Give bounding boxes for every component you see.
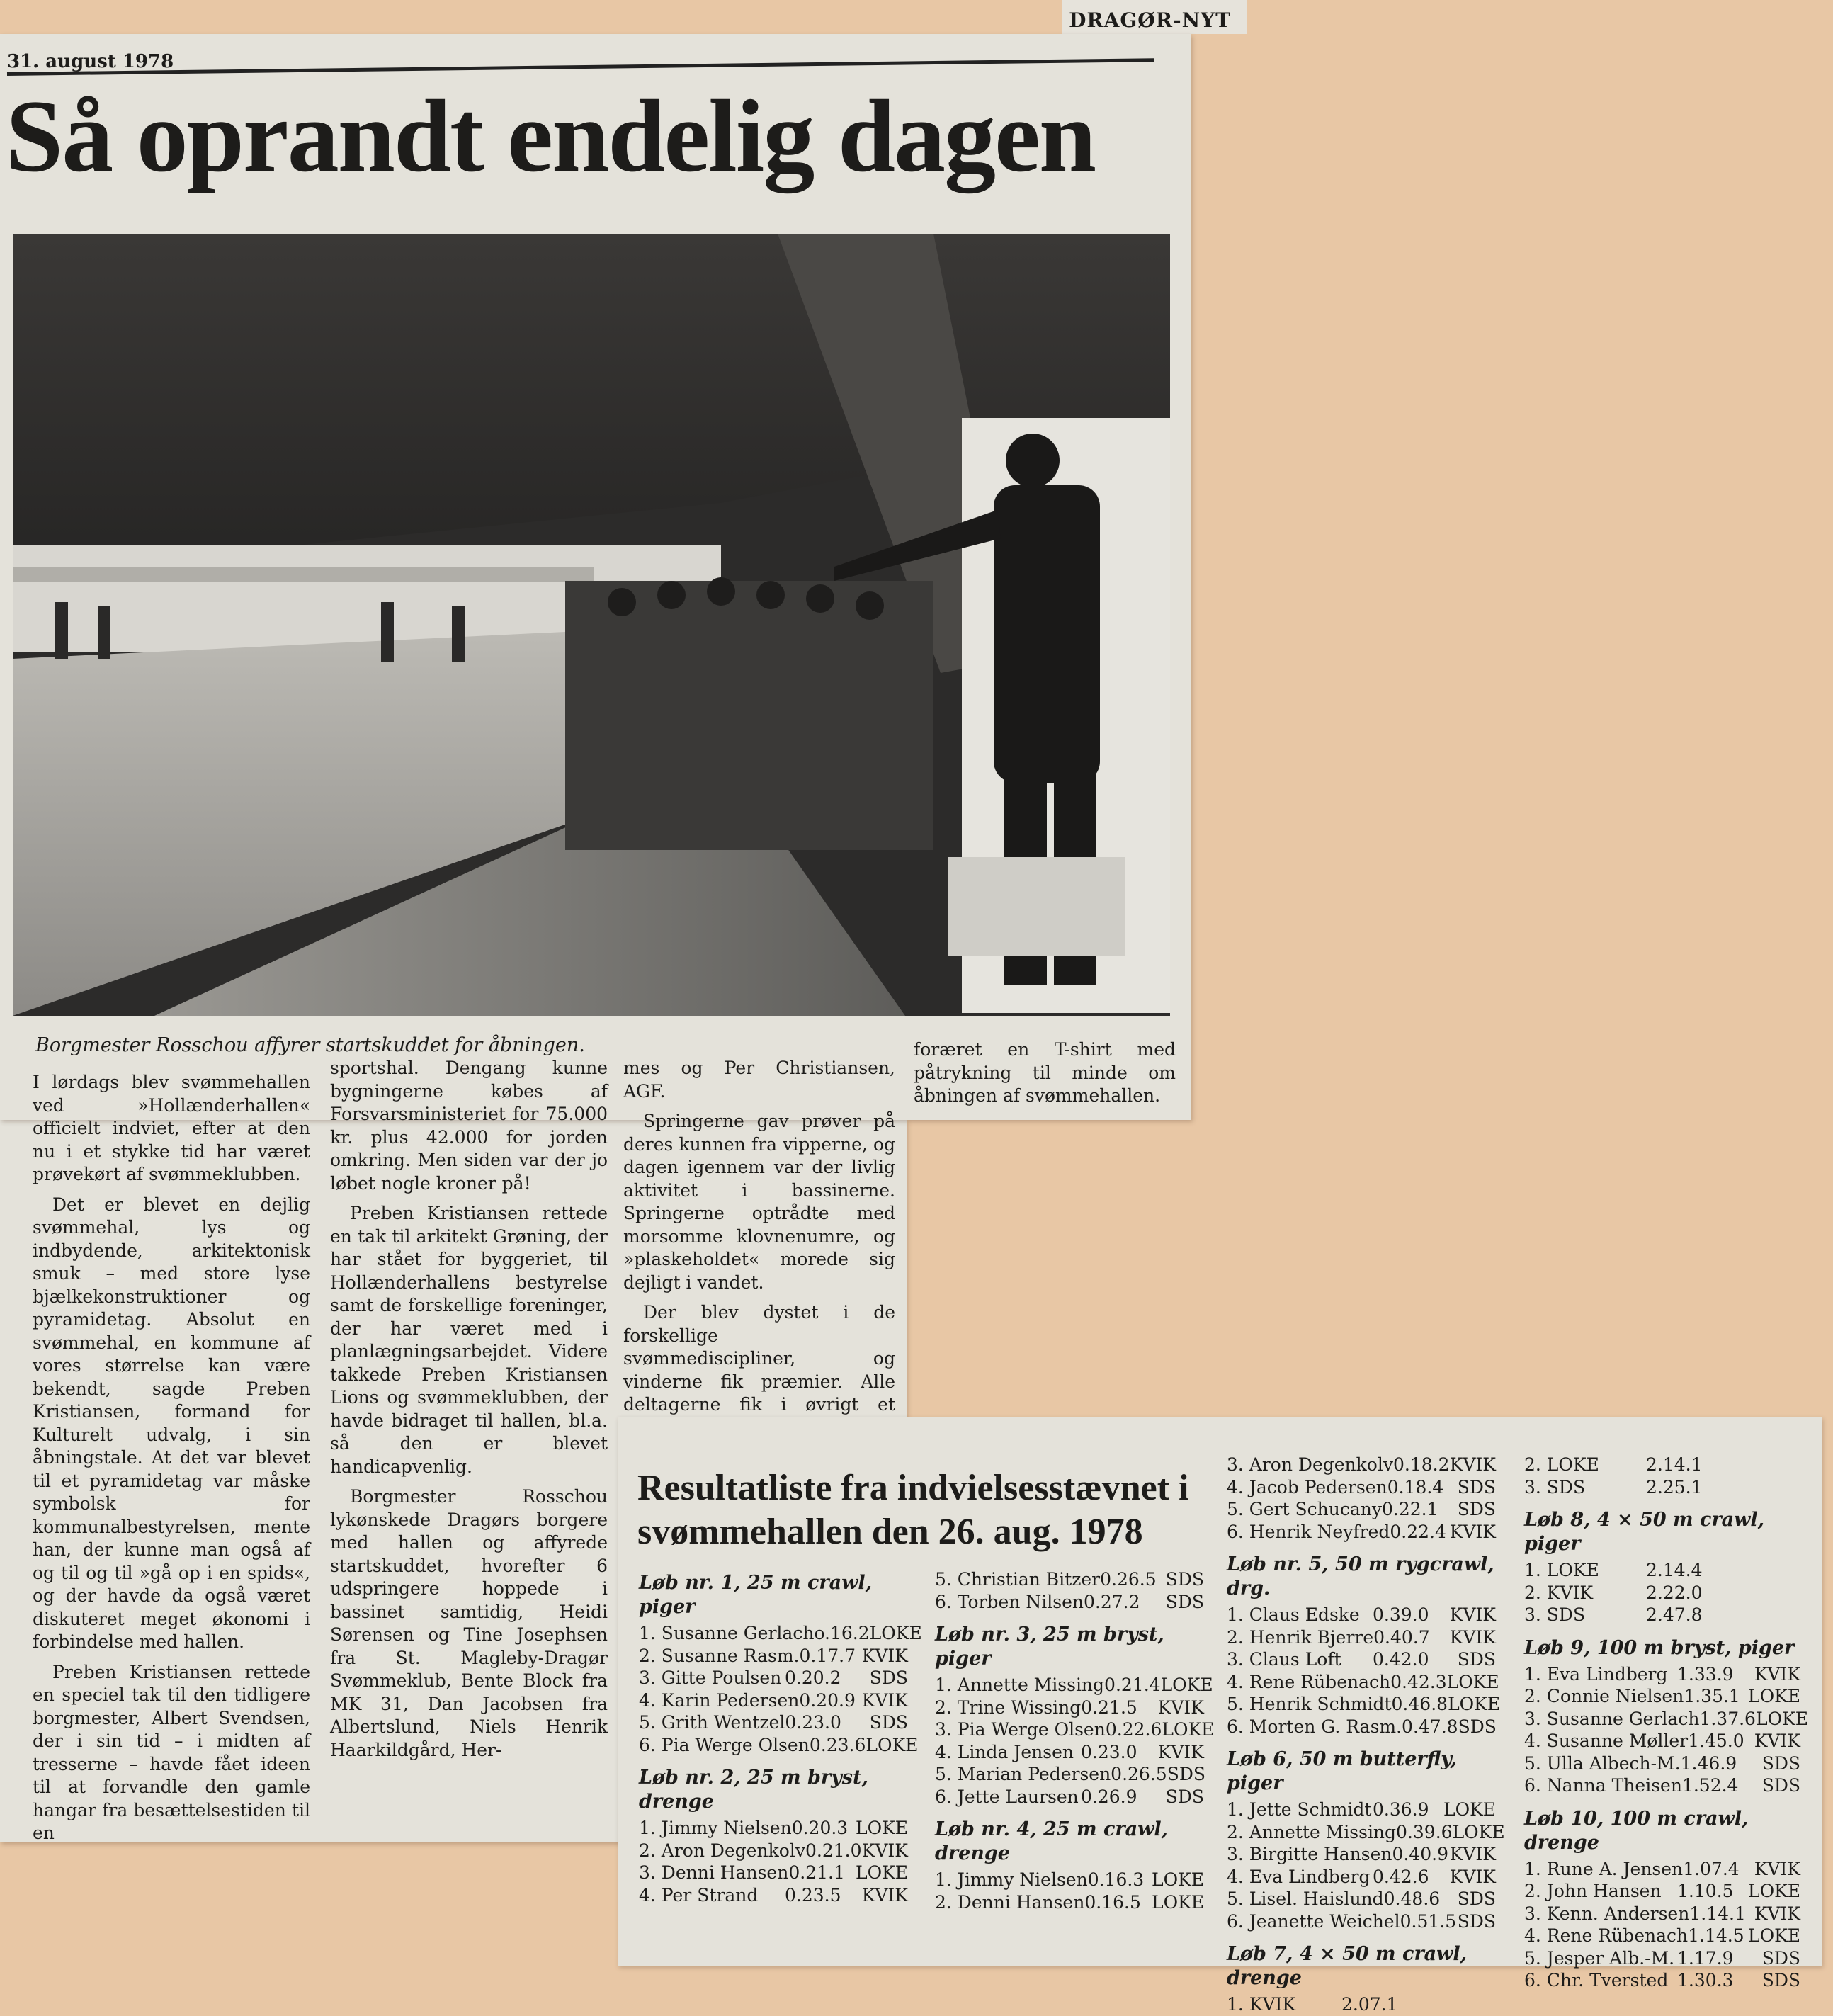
result-time: 1.14.1 xyxy=(1689,1903,1746,1924)
result-row xyxy=(1227,1454,1496,1476)
result-name: 5. Jesper Alb.-M. xyxy=(1524,1947,1675,1969)
result-time: 1.10.5 xyxy=(1677,1881,1734,1901)
result-time: 0.22.1 xyxy=(1381,1499,1438,1519)
result-name: 3. Pia Werge Olsen xyxy=(935,1719,1106,1740)
result-name: 6. Henrik Neyfred xyxy=(1227,1521,1390,1542)
result-row xyxy=(935,1718,1215,1741)
race-heading: Løb nr. 2, 25 m bryst, drenge xyxy=(639,1767,868,1813)
result-club: SDS xyxy=(1761,1970,1800,1990)
result-time: 0.39.6 xyxy=(1396,1821,1453,1842)
result-row xyxy=(935,1568,1204,1591)
result-row xyxy=(1524,1969,1800,1992)
result-row xyxy=(1227,1476,1496,1499)
result-time: 0.20.3 xyxy=(791,1818,849,1838)
result-row xyxy=(1227,1521,1496,1544)
result-name: 4. Rene Rübenach xyxy=(1524,1925,1689,1946)
result-club: KVIK xyxy=(1449,1866,1496,1887)
result-name: 1. Susanne Gerlach xyxy=(639,1623,815,1643)
result-row xyxy=(639,1817,908,1840)
result-row xyxy=(1227,1866,1496,1888)
result-time: 2.25.1 xyxy=(1646,1476,1703,1497)
race-heading: Løb nr. 5, 50 m rygcrawl, drg. xyxy=(1227,1553,1494,1599)
result-club: LOKE xyxy=(1446,1671,1499,1692)
result-name: 1. Claus Edske xyxy=(1227,1604,1360,1625)
result-row xyxy=(1524,1454,1800,1476)
result-club: LOKE xyxy=(1755,1708,1808,1729)
result-row xyxy=(1524,1730,1800,1752)
result-row xyxy=(935,1591,1204,1614)
result-name: 2. Connie Nielsen xyxy=(1524,1686,1684,1706)
result-time: 0.16.3 xyxy=(1087,1869,1145,1890)
result-name: 3. Susanne Gerlach xyxy=(1524,1708,1700,1729)
result-club: KVIK xyxy=(1157,1697,1204,1718)
result-time: 1.52.4 xyxy=(1681,1775,1739,1796)
result-club: SDS xyxy=(1165,1786,1204,1807)
result-time: 0.42.6 xyxy=(1373,1866,1429,1887)
result-name: 6. Morten G. Rasm. xyxy=(1227,1716,1402,1737)
result-club: LOKE xyxy=(1151,1891,1204,1913)
article-column-1 xyxy=(33,1071,310,1852)
paragraph: Springerne gav prøver på deres kunnen fra vipperne, og dagen igennem var der livlig aktivitet i bassinerne. Springerne optrådte med morsomme klovnenumre, og »plaskeholdet« morede sig dejligt i vandet. xyxy=(623,1111,895,1293)
result-row xyxy=(935,1763,1204,1786)
result-time: 0.21.0 xyxy=(805,1840,862,1861)
results-title: Resultatliste fra indvielsesstævnet i svømmehallen den 26. aug. 1978 xyxy=(637,1468,1189,1552)
result-name: 3. Claus Loft xyxy=(1227,1649,1341,1670)
article-column-3 xyxy=(623,1057,895,1470)
result-club xyxy=(1745,1559,1800,1582)
result-name: 5. Henrik Schmidt xyxy=(1227,1694,1392,1714)
result-name: 1. Rune A. Jensen xyxy=(1524,1858,1684,1879)
result-time: 0.21.5 xyxy=(1081,1697,1137,1718)
result-name: 2. Denni Hansen xyxy=(935,1891,1085,1913)
result-time: 0.36.9 xyxy=(1373,1799,1429,1820)
result-row xyxy=(1227,1799,1496,1821)
result-club xyxy=(1441,1993,1496,2016)
result-time: 0.48.6 xyxy=(1383,1888,1441,1909)
paragraph: mes og Per Christiansen, AGF. xyxy=(623,1058,895,1102)
result-row xyxy=(1524,1559,1800,1582)
result-row xyxy=(935,1697,1204,1719)
result-club: KVIK xyxy=(1754,1731,1800,1751)
article-column-4 xyxy=(914,1038,1176,1115)
result-time: 0.21.1 xyxy=(788,1862,845,1883)
result-club: LOKE xyxy=(1747,1881,1800,1901)
result-row xyxy=(1227,1498,1496,1521)
result-club: KVIK xyxy=(1754,1858,1800,1879)
result-club: KVIK xyxy=(1754,1663,1800,1684)
result-club: KVIK xyxy=(1754,1903,1800,1924)
result-time: 0.27.2 xyxy=(1083,1591,1140,1612)
result-club: LOKE xyxy=(1443,1799,1496,1820)
result-row xyxy=(1524,1708,1808,1731)
result-club: KVIK xyxy=(1449,1521,1496,1542)
result-name: 2. Trine Wissing xyxy=(935,1697,1082,1718)
result-time: 0.42.0 xyxy=(1373,1649,1429,1670)
result-name: 4. Karin Pedersen xyxy=(639,1689,800,1711)
article-clipping xyxy=(0,34,1191,1120)
result-row xyxy=(1524,1903,1800,1925)
result-time: 0.22.6 xyxy=(1105,1719,1162,1740)
result-time: 0.46.8 xyxy=(1391,1694,1448,1714)
result-name: 3. Kenn. Andersen xyxy=(1524,1903,1690,1924)
result-time: 0.21.4 xyxy=(1104,1675,1161,1695)
result-club: LOKE xyxy=(1747,1925,1800,1946)
result-time: 0.23.0 xyxy=(785,1712,841,1733)
result-row xyxy=(1227,1843,1496,1866)
result-row xyxy=(1227,1888,1496,1910)
result-row xyxy=(1227,1693,1501,1716)
result-row xyxy=(1524,1858,1800,1881)
result-name: 1. KVIK xyxy=(1227,1994,1296,2015)
result-club: SDS xyxy=(1761,1947,1800,1969)
result-row xyxy=(639,1862,908,1884)
result-name: 3. Denni Hansen xyxy=(639,1862,789,1883)
result-name: 3. Gitte Poulsen xyxy=(639,1667,782,1688)
result-row xyxy=(639,1689,908,1712)
result-club: SDS xyxy=(1165,1569,1204,1590)
result-row xyxy=(935,1741,1204,1764)
result-row xyxy=(1227,1604,1496,1626)
result-row xyxy=(639,1622,922,1645)
news-photo xyxy=(13,234,1170,1016)
result-club: SDS xyxy=(1457,1910,1496,1932)
result-club: SDS xyxy=(1458,1716,1497,1737)
result-club: SDS xyxy=(1165,1591,1204,1612)
result-club: LOKE xyxy=(1747,1686,1800,1706)
result-club: KVIK xyxy=(1449,1844,1496,1864)
result-club: LOKE xyxy=(855,1818,908,1838)
result-time: 1.17.9 xyxy=(1677,1947,1734,1969)
header-rule xyxy=(7,58,1154,76)
result-row xyxy=(1227,1993,1496,2016)
result-club xyxy=(1745,1582,1800,1604)
result-time: 0.20.2 xyxy=(785,1667,841,1688)
result-name: 5. Marian Pedersen xyxy=(935,1764,1111,1784)
result-name: 2. Aron Degenkolv xyxy=(639,1840,805,1861)
result-name: 1. Jette Schmidt xyxy=(1227,1799,1372,1820)
result-club xyxy=(1745,1476,1800,1499)
race-heading: Løb 9, 100 m bryst, piger xyxy=(1524,1636,1795,1659)
result-time: 1.37.6 xyxy=(1699,1708,1756,1729)
result-time: 0.23.5 xyxy=(785,1884,841,1905)
result-name: 6. Jeanette Weichel xyxy=(1227,1910,1400,1932)
result-time: 0.22.4 xyxy=(1390,1521,1446,1542)
result-name: 5. Lisel. Haislund xyxy=(1227,1888,1384,1909)
result-time: 2.14.4 xyxy=(1646,1560,1703,1580)
paragraph: Der blev dystet i de forskellige svømmediscipliner, og vinderne fik præmier. Alle deltagerne fik i øvrigt et xyxy=(623,1302,895,1415)
race-heading: Løb 7, 4 × 50 m crawl, drenge xyxy=(1227,1943,1468,1989)
result-club: KVIK xyxy=(861,1884,908,1905)
result-time: 2.47.8 xyxy=(1646,1604,1703,1625)
result-club: LOKE xyxy=(866,1734,919,1755)
result-time: 1.45.0 xyxy=(1688,1731,1744,1751)
result-club: SDS xyxy=(1457,1499,1496,1519)
result-row xyxy=(935,1869,1204,1891)
result-name: 4. Linda Jensen xyxy=(935,1741,1074,1762)
result-name: 1. Jimmy Nielsen xyxy=(935,1869,1088,1890)
result-club: SDS xyxy=(869,1712,908,1733)
result-name: 1. LOKE xyxy=(1524,1560,1599,1580)
result-time: 0.23.0 xyxy=(1081,1741,1137,1762)
result-club: KVIK xyxy=(1449,1626,1496,1648)
result-row xyxy=(1227,1671,1499,1694)
result-time: 0.18.2 xyxy=(1392,1454,1450,1475)
result-club: SDS xyxy=(1761,1752,1800,1774)
result-name: 5. Gert Schucany xyxy=(1227,1499,1382,1519)
result-club xyxy=(1745,1454,1800,1476)
result-time: 0.16.5 xyxy=(1084,1891,1141,1913)
result-name: 6. Torben Nilsen xyxy=(935,1591,1084,1612)
result-name: 5. Christian Bitzer xyxy=(935,1569,1101,1590)
result-time: 0.51.5 xyxy=(1400,1910,1457,1932)
result-time: 0.23.6 xyxy=(809,1734,866,1755)
result-name: 3. Aron Degenkolv xyxy=(1227,1454,1393,1475)
headline: Så oprandt endelig dagen xyxy=(6,79,1096,193)
result-time: 0.39.0 xyxy=(1373,1604,1429,1625)
result-club: LOKE xyxy=(855,1862,908,1883)
result-time: 1.33.9 xyxy=(1677,1663,1734,1684)
result-row xyxy=(1524,1582,1800,1604)
result-row xyxy=(1524,1947,1800,1970)
result-row xyxy=(1524,1880,1800,1903)
result-name: 6. Chr. Tversted xyxy=(1524,1970,1669,1990)
result-row xyxy=(935,1674,1213,1697)
result-time: 0.47.8 xyxy=(1402,1716,1458,1737)
masthead-clipping xyxy=(1062,0,1247,34)
result-name: 1. Annette Missing xyxy=(935,1675,1105,1695)
result-club: LOKE xyxy=(1160,1675,1213,1695)
result-row xyxy=(1524,1925,1800,1947)
result-club: LOKE xyxy=(1151,1869,1204,1890)
result-club: LOKE xyxy=(869,1623,922,1643)
result-time: 0.40.9 xyxy=(1392,1844,1449,1864)
race-heading: Løb 8, 4 × 50 m crawl, piger xyxy=(1524,1509,1765,1555)
result-club: KVIK xyxy=(1449,1604,1496,1625)
result-time: 0.26.5 xyxy=(1111,1764,1167,1784)
article-column-2 xyxy=(330,1057,608,1769)
result-time: 0.17.7 xyxy=(799,1645,856,1666)
result-row xyxy=(1524,1752,1800,1775)
result-time: 1.30.3 xyxy=(1677,1970,1734,1990)
result-row xyxy=(1524,1604,1800,1626)
result-row xyxy=(1524,1774,1800,1797)
result-club: KVIK xyxy=(861,1689,908,1711)
result-time: 2.14.1 xyxy=(1646,1454,1703,1475)
result-time: 0.26.9 xyxy=(1081,1786,1137,1807)
result-club: LOKE xyxy=(1452,1821,1505,1842)
result-name: 1. Jimmy Nielsen xyxy=(639,1818,792,1838)
result-name: 2. Henrik Bjerre xyxy=(1227,1626,1374,1648)
result-row xyxy=(1524,1685,1800,1708)
result-name: 4. Rene Rübenach xyxy=(1227,1671,1391,1692)
result-name: 4. Eva Lindberg xyxy=(1227,1866,1371,1887)
result-row xyxy=(935,1786,1204,1808)
results-column-3 xyxy=(1227,1454,1505,2016)
results-column-1 xyxy=(639,1571,922,1906)
result-club: KVIK xyxy=(1449,1454,1496,1475)
result-time: 0.40.7 xyxy=(1373,1626,1430,1648)
results-clipping xyxy=(618,1417,1822,2015)
result-club: SDS xyxy=(1457,1476,1496,1497)
result-row xyxy=(639,1734,919,1757)
result-time: 0.20.9 xyxy=(799,1689,856,1711)
paragraph: Preben Kristiansen rettede en tak til arkitekt Grøning, der har stået for byggeriet, til Hollænderhallens bestyrelse samt de forskellige foreninger, der har været med i planlægningsarbejdet. Videre takkede Preben Kristiansen Lions og svømmeklubben, der havde bidraget til hallen, bl.a. så den er blevet handicapvenlig. xyxy=(330,1203,608,1477)
photo-caption: Borgmester Rosschou affyrer startskuddet for åbningen. xyxy=(35,1034,585,1056)
result-name: 3. SDS xyxy=(1524,1476,1586,1497)
article-date: 31. august 1978 xyxy=(7,51,174,72)
race-heading: Løb 10, 100 m crawl, drenge xyxy=(1524,1807,1749,1854)
result-row xyxy=(1227,1716,1496,1738)
result-club: SDS xyxy=(1761,1775,1800,1796)
result-time: 2.07.1 xyxy=(1341,1994,1398,2015)
result-time: 0.42.3 xyxy=(1390,1671,1447,1692)
paragraph: Det er blevet en dejlig svømmehal, lys og indbydende, arkitektonisk smuk – med store lyse bjælkekonstruktioner og pyramidetag. Absolut en svømmehal, en kommune af vores størrelse kan være bekendt, sagde Preben Kristiansen, formand for Kulturelt udvalg, i sin åbningstale. At det var blevet til et pyramidetag var måske symbolsk for kommunalbestyrelsen, mente han, der kunne man også af og til og til »gå op i en spids«, og der havde da også været diskuteret meget økonomi i forbindelse med hallen. xyxy=(33,1194,310,1652)
race-heading: Løb 6, 50 m butterfly, piger xyxy=(1227,1748,1457,1794)
result-row xyxy=(1524,1663,1800,1686)
result-row xyxy=(1524,1476,1800,1499)
paragraph: I lørdags blev svømmehallen ved »Hollænderhallen« officielt indviet, efter at den nu i et stykke tid har været prøvekørt af svømmeklubben. xyxy=(33,1072,310,1184)
result-club: KVIK xyxy=(861,1840,908,1861)
result-time: 1.14.5 xyxy=(1688,1925,1744,1946)
result-name: 6. Jette Laursen xyxy=(935,1786,1079,1807)
result-name: 2. Annette Missing xyxy=(1227,1821,1397,1842)
result-name: 6. Pia Werge Olsen xyxy=(639,1734,810,1755)
result-club: SDS xyxy=(1457,1888,1496,1909)
result-club xyxy=(1745,1604,1800,1626)
results-column-2 xyxy=(935,1568,1215,1913)
result-row xyxy=(935,1891,1204,1914)
result-name: 3. SDS xyxy=(1524,1604,1586,1625)
result-time: 0.26.5 xyxy=(1100,1569,1157,1590)
race-heading: Løb nr. 3, 25 m bryst, piger xyxy=(935,1624,1164,1670)
photo-swimming-hall xyxy=(13,234,1170,1016)
result-row xyxy=(639,1884,908,1907)
result-name: 5. Grith Wentzel xyxy=(639,1712,785,1733)
result-name: 4. Per Strand xyxy=(639,1884,759,1905)
result-name: 4. Jacob Pedersen xyxy=(1227,1476,1387,1497)
result-name: 5. Ulla Albech-M. xyxy=(1524,1752,1681,1774)
result-name: 2. LOKE xyxy=(1524,1454,1599,1475)
result-row xyxy=(1227,1626,1496,1649)
result-row xyxy=(639,1667,908,1689)
result-row xyxy=(639,1711,908,1734)
result-name: 3. Birgitte Hansen xyxy=(1227,1844,1392,1864)
result-row xyxy=(1227,1648,1496,1671)
paragraph: Preben Kristiansen rettede en speciel tak til den tidligere borgmester, Albert Svendsen, der i sin tid – i midten af tresserne – havde fået ideen til at forvandle den gamle hangar fra besættelsestiden til en xyxy=(33,1661,310,1843)
result-time: 1.35.1 xyxy=(1684,1686,1740,1706)
result-club: SDS xyxy=(869,1667,908,1688)
result-club: LOKE xyxy=(1448,1694,1501,1714)
result-name: 4. Susanne Møller xyxy=(1524,1731,1689,1751)
result-row xyxy=(639,1840,908,1862)
result-row xyxy=(1227,1821,1505,1844)
result-name: 1. Eva Lindberg xyxy=(1524,1663,1668,1684)
result-club: SDS xyxy=(1167,1764,1205,1784)
race-heading: Løb nr. 4, 25 m crawl, drenge xyxy=(935,1818,1169,1864)
result-time: o.16.2 xyxy=(814,1623,870,1643)
result-club: LOKE xyxy=(1162,1719,1215,1740)
result-row xyxy=(1227,1910,1496,1933)
masthead: DRAGØR-NYT xyxy=(1069,9,1231,32)
result-name: 2. Susanne Rasm. xyxy=(639,1645,800,1666)
result-name: 2. KVIK xyxy=(1524,1582,1594,1603)
result-club: SDS xyxy=(1457,1649,1496,1670)
paragraph: sportshal. Dengang kunne bygningerne købes af Forsvarsministeriet for 75.000 kr. plus 42.000 for jorden omkring. Men siden var der jo løbet nogle kroner på! xyxy=(330,1058,608,1194)
paragraph: foræret en T-shirt med påtrykning til minde om åbningen af svømmehallen. xyxy=(914,1039,1176,1106)
result-row xyxy=(639,1645,908,1667)
result-club: KVIK xyxy=(1157,1741,1204,1762)
result-time: 1.46.9 xyxy=(1680,1752,1737,1774)
result-time: 0.18.4 xyxy=(1387,1476,1444,1497)
results-column-4 xyxy=(1524,1454,1808,1992)
race-heading: Løb nr. 1, 25 m crawl, piger xyxy=(639,1572,873,1618)
result-time: 1.07.4 xyxy=(1683,1858,1740,1879)
result-time: 2.22.0 xyxy=(1646,1582,1703,1603)
result-club: KVIK xyxy=(861,1645,908,1666)
paragraph: Borgmester Rosschou lykønskede Dragørs borgere med hallen og affyrede startskuddet, hvorefter 6 udspringere hoppede i bassinet samtidig, Heidi Sørensen og Tine Josephsen fra St. Magleby-Dragør Svømmeklub, Bente Block fra MK 31, Dan Jacobsen fra Albertslund, Niels Henrik Haarkildgård, Her- xyxy=(330,1486,608,1760)
result-name: 6. Nanna Theisen xyxy=(1524,1775,1682,1796)
result-name: 2. John Hansen xyxy=(1524,1881,1662,1901)
